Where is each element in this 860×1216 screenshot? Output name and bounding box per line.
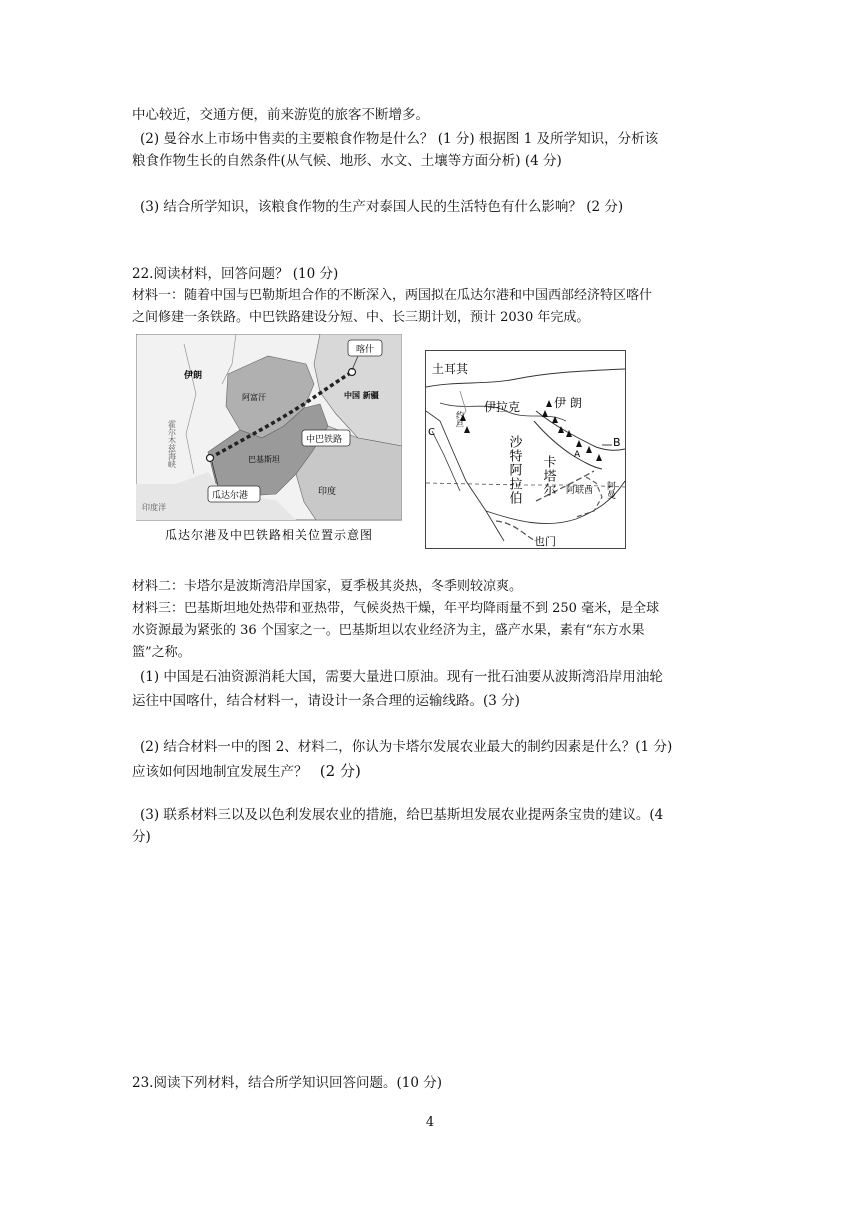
map2-qatar-label: 卡塔尔 xyxy=(540,455,556,497)
q22-question-2b-text: 应该如何因地制宜发展生产？ xyxy=(132,764,308,780)
map-persian-gulf xyxy=(425,350,626,549)
map2-iran-label: 伊 朗 xyxy=(554,396,582,410)
map2-turkey-label: 土耳其 xyxy=(432,362,469,376)
map1-kashgar-label: 喀什 xyxy=(356,345,375,355)
q22-question-3a: (3) 联系材料三以及以色利发展农业的措施，给巴基斯坦发展农业提两条宝贵的建议。(4 xyxy=(140,807,664,823)
map-gwadar-railway xyxy=(136,334,402,550)
q22-question-2a: (2) 结合材料一中的图 2、材料二，你认为卡塔尔发展农业最大的制约因素是什么？(1 分) xyxy=(140,739,673,755)
q22-material1-line2: 之间修建一条铁路。中巴铁路建设分短、中、长三期计划，预计 2030 年完成。 xyxy=(132,310,590,325)
map2-jordan-label: 约旦 xyxy=(455,411,465,427)
map1-ocean-label: 印度洋 xyxy=(142,503,166,512)
q22-question-1a: (1) 中国是石油资源消耗大国，需要大量进口原油。现有一批石油要从波斯湾沿岸用油轮 xyxy=(140,669,663,685)
map1-china-label: 中国 新疆 xyxy=(344,391,379,400)
map2-point-b: B xyxy=(613,436,621,449)
map1-hormuz-label: 霍尔木兹海峡 xyxy=(167,420,177,468)
q21-question-2a: (2) 曼谷水上市场中售卖的主要粮食作物是什么？ (1 分) 根据图 1 及所学知识，分析该 xyxy=(140,131,659,147)
q22-material3-line3: 篮”之称。 xyxy=(132,645,191,660)
map1-pakistan-label: 巴基斯坦 xyxy=(248,455,280,464)
q22-title: 22.阅读材料，回答问题？ (10 分) xyxy=(132,266,339,282)
q22-material3-line2: 水资源最为紧张的 36 个国家之一。巴基斯坦以农业经济为主，盛产水果，素有“东方水果 xyxy=(132,623,645,638)
map1-caption: 瓜达尔港及中巴铁路相关位置示意图 xyxy=(164,528,374,542)
q21-text-line: 中心较近，交通方便，前来游览的旅客不断增多。 xyxy=(132,107,429,123)
map2-uae-label: 阿联酋 xyxy=(566,486,594,496)
map1-afghanistan-label: 阿富汗 xyxy=(242,393,266,402)
q22-question-2b-score: (2 分) xyxy=(319,762,361,780)
q22-question-3b: 分) xyxy=(132,829,151,845)
q23-title: 23.阅读下列材料，结合所学知识回答问题。(10 分) xyxy=(132,1075,442,1091)
map1-railway-label: 中巴铁路 xyxy=(306,435,343,445)
page-number: 4 xyxy=(425,1115,435,1130)
q22-material3-line1: 材料三：巴基斯坦地处热带和亚热带，气候炎热干燥，年平均降雨量不到 250 毫米，是全球 xyxy=(132,601,660,616)
map2-oman-label: 阿曼 xyxy=(605,481,615,499)
map2-saudi-label: 沙特阿拉伯 xyxy=(506,435,522,505)
q21-question-2b: 粮食作物生长的自然条件(从气候、地形、水文、土壤等方面分析) (4 分) xyxy=(132,153,562,169)
q22-material1-line1: 材料一：随着中国与巴勒斯坦合作的不断深入，两国拟在瓜达尔港和中国西部经济特区喀什 xyxy=(132,288,653,303)
map2-point-a: A xyxy=(574,450,581,460)
q22-question-2b xyxy=(132,762,361,781)
q21-question-3: (3) 结合所学知识，该粮食作物的生产对泰国人民的生活特色有什么影响？ (2 分) xyxy=(140,199,624,215)
map2-point-c: C xyxy=(428,427,435,438)
map1-gwadar-label: 瓜达尔港 xyxy=(212,491,249,501)
q22-material2: 材料二：卡塔尔是波斯湾沿岸国家，夏季极其炎热，冬季则较凉爽。 xyxy=(132,579,523,594)
q22-question-1b: 运往中国喀什，结合材料一，请设计一条合理的运输线路。(3 分) xyxy=(132,693,520,709)
map2-yemen-label: 也门 xyxy=(534,535,556,548)
map1-iran-label: 伊朗 xyxy=(184,371,203,381)
map1-india-label: 印度 xyxy=(318,487,337,497)
map2-iraq-label: 伊拉克 xyxy=(484,400,521,414)
